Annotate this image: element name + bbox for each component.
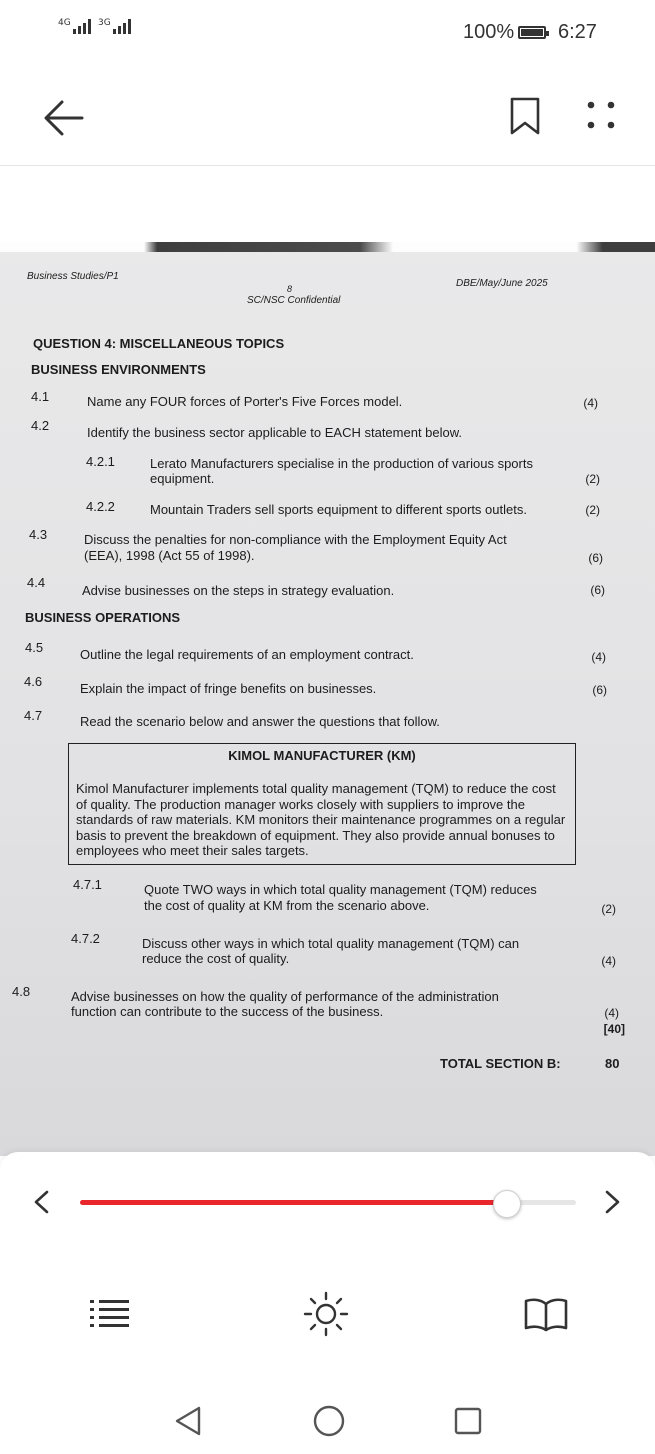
item-marks: (2) (601, 902, 616, 916)
item-number: 4.7 (24, 708, 43, 723)
slider-thumb[interactable] (493, 1190, 521, 1218)
system-nav-bar (0, 1386, 655, 1454)
header-page-number: 8 (287, 284, 293, 294)
signal-4g-label: 4G (58, 18, 71, 28)
item-number: 4.8 (12, 984, 31, 999)
item-text: Advise businesses on the steps in strategy evaluation. (82, 583, 395, 598)
battery-percent: 100% (463, 21, 515, 43)
signal-3g-label: 3G (98, 18, 111, 28)
signal-4g-icon (58, 18, 91, 34)
total-value: 80 (605, 1056, 620, 1071)
bookmark-icon[interactable] (508, 96, 542, 136)
sun-icon[interactable] (302, 1290, 350, 1338)
item-text: Mountain Traders sell sports equipment to different sports outlets. (150, 502, 527, 517)
item-text-cont: (EEA), 1998 (Act 55 of 1998). (84, 548, 255, 563)
header-right: DBE/May/June 2025 (456, 278, 548, 289)
item-number: 4.1 (31, 389, 50, 404)
item-number: 4.5 (25, 640, 44, 655)
item-text: Name any FOUR forces of Porter's Five Forces model. (87, 394, 403, 409)
list-icon[interactable] (88, 1296, 132, 1332)
section-heading: BUSINESS OPERATIONS (25, 610, 181, 625)
item-text-cont: function can contribute to the success of the business. (71, 1004, 384, 1019)
triangle-back-icon[interactable] (172, 1404, 204, 1438)
app-bar (0, 64, 655, 166)
item-text: Lerato Manufacturers specialise in the production of various sports (150, 456, 533, 471)
item-text: Advise businesses on how the quality of performance of the administration (71, 989, 499, 1004)
arrow-left-icon[interactable] (42, 98, 86, 138)
clock: 6:27 (558, 21, 597, 43)
item-marks: (4) (591, 650, 606, 664)
item-marks: (6) (590, 583, 605, 597)
item-text: Explain the impact of fringe benefits on businesses. (80, 681, 377, 696)
item-text: Discuss other ways in which total quality management (TQM) can (142, 936, 520, 951)
case-study-title: KIMOL MANUFACTURER (KM) (228, 748, 416, 763)
item-number: 4.4 (27, 575, 46, 590)
item-text: Read the scenario below and answer the questions that follow. (80, 714, 440, 729)
item-marks: (2) (585, 472, 600, 486)
slider-fill (80, 1200, 507, 1205)
header-left: Business Studies/P1 (27, 271, 119, 282)
chevron-right-icon[interactable] (602, 1182, 624, 1222)
header-center: SC/NSC Confidential (247, 295, 341, 306)
item-text-cont: the cost of quality at KM from the scenario above. (144, 898, 430, 913)
item-text-cont: equipment. (150, 471, 215, 486)
document-viewer[interactable] (0, 166, 655, 1156)
document-page[interactable] (0, 242, 655, 1156)
square-recent-icon[interactable] (453, 1406, 483, 1436)
section-heading: BUSINESS ENVIRONMENTS (31, 362, 206, 377)
item-text: Quote TWO ways in which total quality management (TQM) reduces (144, 882, 537, 897)
item-number: 4.7.1 (73, 877, 102, 892)
item-number: 4.2.2 (86, 499, 115, 514)
signal-3g-icon (98, 18, 131, 34)
page-progress-slider[interactable] (80, 1190, 576, 1214)
item-number: 4.6 (24, 674, 43, 689)
more-dots-icon[interactable] (586, 98, 616, 132)
item-text: Identify the business sector applicable to EACH statement below. (87, 425, 463, 440)
item-number: 4.2.1 (86, 454, 115, 469)
total-label: TOTAL SECTION B: (440, 1056, 561, 1071)
chevron-left-icon[interactable] (30, 1182, 52, 1222)
circle-home-icon[interactable] (312, 1404, 346, 1438)
case-study-box (68, 743, 576, 865)
item-marks: (4) (601, 954, 616, 968)
item-text-cont: reduce the cost of quality. (142, 951, 290, 966)
item-marks: (6) (592, 683, 607, 697)
open-book-icon[interactable] (522, 1296, 570, 1332)
question-total: [40] (603, 1022, 625, 1036)
item-number: 4.2 (31, 418, 50, 433)
item-number: 4.3 (29, 527, 48, 542)
case-study-body: Kimol Manufacturer implements total quality management (TQM) to reduce the cost of quality. The production manager works closely with suppliers to improve the standards of raw materials. KM monitors their maintenance programmes on a regular basis to prevent the breakdown of equipment. They also provide annual bonuses to employees who meet their sales targets. (76, 781, 566, 858)
question-title: QUESTION 4: MISCELLANEOUS TOPICS (33, 336, 285, 351)
item-number: 4.7.2 (71, 931, 100, 946)
item-marks: (6) (588, 551, 603, 565)
item-text: Outline the legal requirements of an employment contract. (80, 647, 414, 662)
exam-page (0, 242, 655, 1156)
status-bar (0, 0, 655, 64)
item-marks: (4) (583, 396, 598, 410)
item-text: Discuss the penalties for non-compliance with the Employment Equity Act (84, 532, 507, 547)
battery-icon (518, 26, 546, 39)
item-marks: (2) (585, 503, 600, 517)
item-marks: (4) (604, 1006, 619, 1020)
